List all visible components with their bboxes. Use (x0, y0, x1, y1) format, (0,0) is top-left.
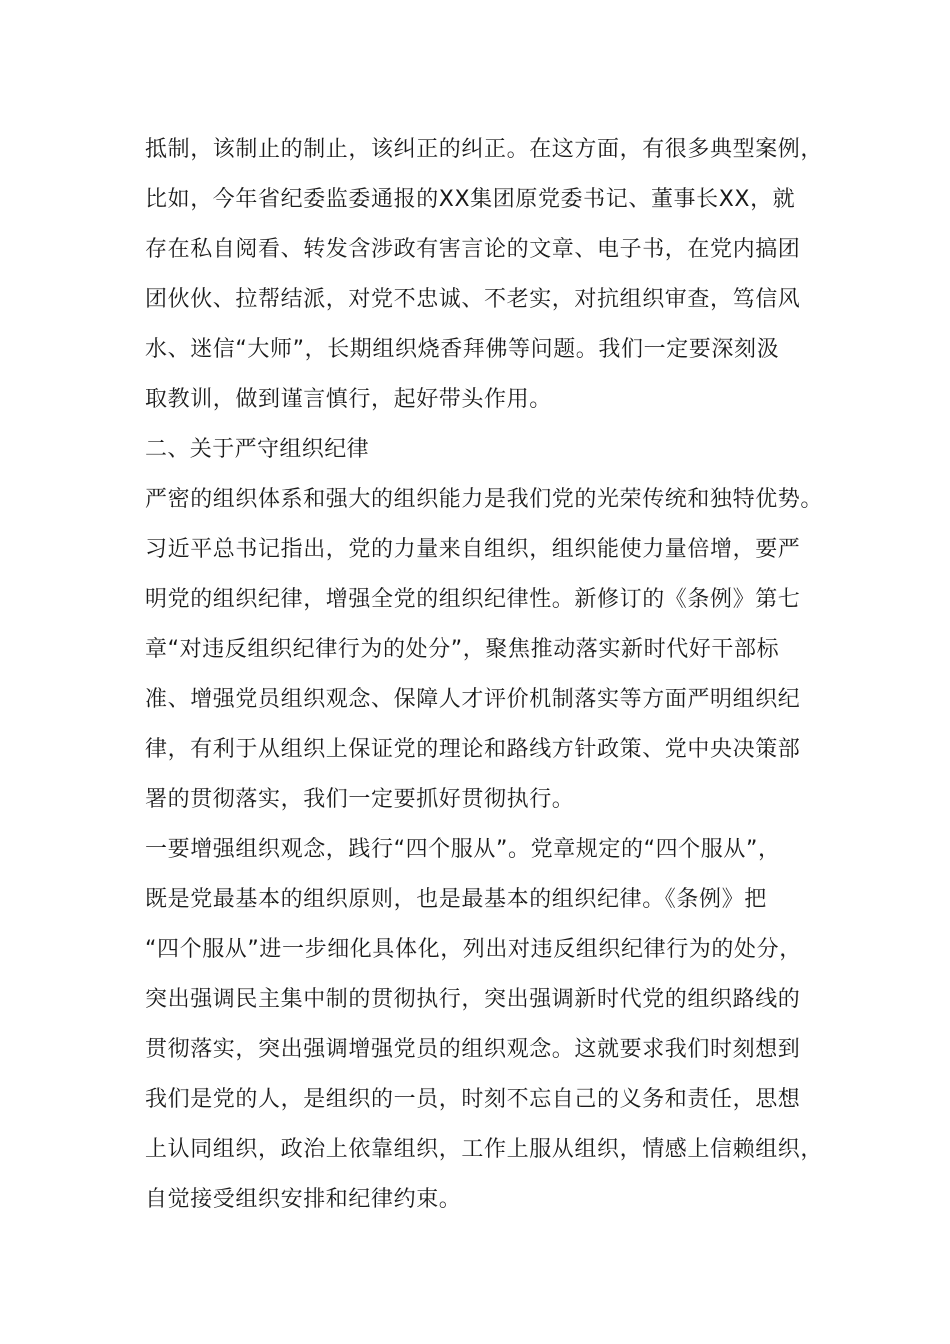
body-text-line: 存在私自阅看、转发含涉政有害言论的文章、电子书，在党内搞团 (145, 237, 801, 262)
body-text-line: 抵制，该制止的制止，该纠正的纠正。在这方面，有很多典型案例， (145, 137, 824, 162)
body-text-line: 我们是党的人，是组织的一员，时刻不忘自己的义务和责任，思想 (145, 1087, 801, 1112)
body-text-line: 一要增强组织观念，践行“四个服从”。党章规定的“四个服从”， (145, 837, 781, 862)
section-heading: 二、关于严守组织纪律 (145, 437, 370, 462)
body-text-line: 贯彻落实，突出强调增强党员的组织观念。这就要求我们时刻想到 (145, 1037, 801, 1062)
body-text-line: 习近平总书记指出，党的力量来自组织，组织能使力量倍增，要严 (145, 537, 801, 562)
body-text-line: 突出强调民主集中制的贯彻执行，突出强调新时代党的组织路线的 (145, 987, 801, 1012)
body-text-line: 章“对违反组织纪律行为的处分”，聚焦推动落实新时代好干部标 (145, 637, 780, 662)
body-text-line: 比如，今年省纪委监委通报的XX集团原党委书记、董事长XX，就 (145, 187, 796, 212)
body-text-line: 既是党最基本的组织原则，也是最基本的组织纪律。《条例》把 (145, 887, 767, 912)
body-text-line: 严密的组织体系和强大的组织能力是我们党的光荣传统和独特优势。 (145, 487, 824, 512)
body-text-line: 上认同组织，政治上依靠组织，工作上服从组织，情感上信赖组织， (145, 1137, 824, 1162)
body-text-line: 律，有利于从组织上保证党的理论和路线方针政策、党中央决策部 (145, 737, 801, 762)
body-text-line: “四个服从”进一步细化具体化，列出对违反组织纪律行为的处分， (145, 937, 802, 962)
body-text-line: 取教训，做到谨言慎行，起好带头作用。 (145, 387, 552, 412)
body-text-line: 署的贯彻落实，我们一定要抓好贯彻执行。 (145, 787, 575, 812)
body-text-line: 团伙伙、拉帮结派，对党不忠诚、不老实，对抗组织审查，笃信风 (145, 287, 801, 312)
body-text-line: 准、增强党员组织观念、保障人才评价机制落实等方面严明组织纪 (145, 687, 801, 712)
body-text-line: 自觉接受组织安排和纪律约束。 (145, 1187, 462, 1212)
body-text-line: 水、迷信“大师”，长期组织烧香拜佛等问题。我们一定要深刻汲 (145, 337, 780, 362)
body-text-line: 明党的组织纪律，增强全党的组织纪律性。新修订的《条例》第七 (145, 587, 801, 612)
